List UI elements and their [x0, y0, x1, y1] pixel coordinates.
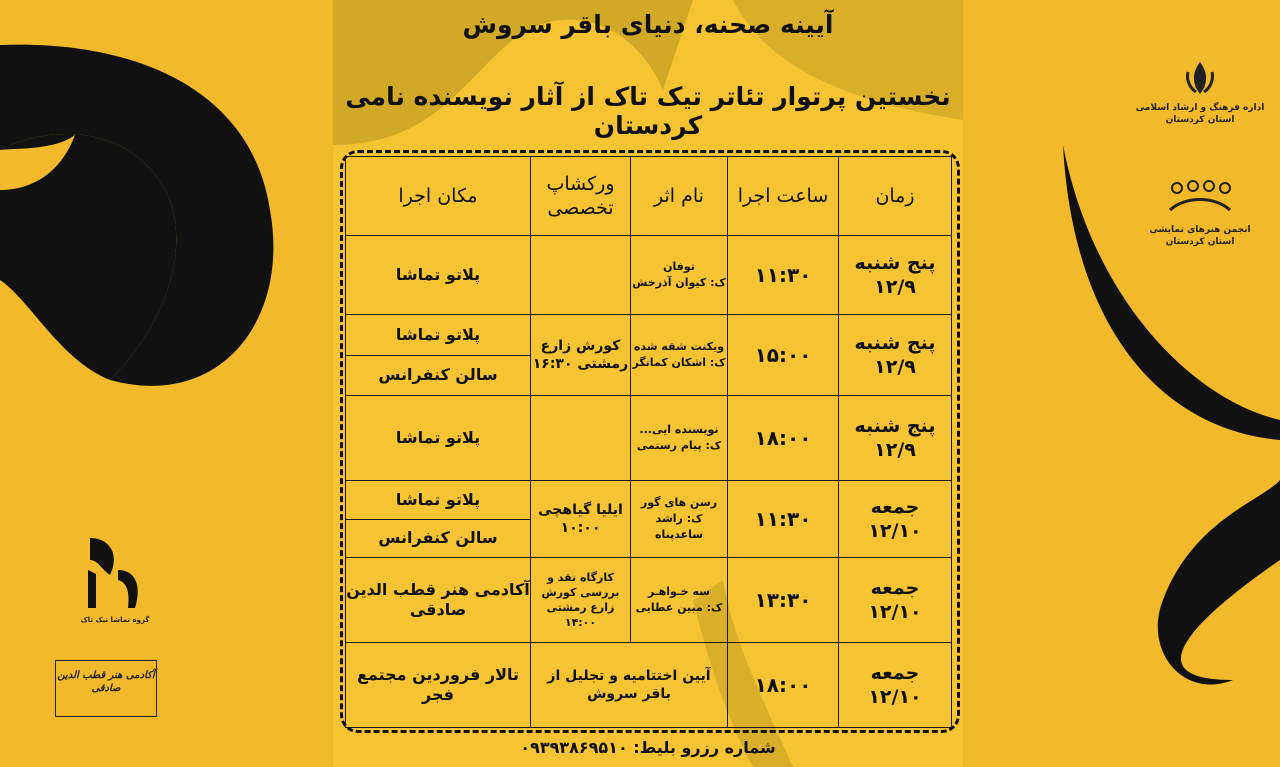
tiktak-logo-icon: [80, 530, 150, 610]
venue-cell: سالن کنفرانس: [346, 355, 531, 396]
venue-cell: پلاتو تماشا: [346, 236, 531, 315]
poster-title: آیینه صحنه، دنیای باقر سروش: [462, 10, 834, 39]
day-label: جمعه: [870, 496, 920, 518]
venue-cell: سالن کنفرانس: [346, 519, 531, 558]
association-icon: [1165, 180, 1235, 220]
ministry-logo-text: اداره فرهنگ و ارشاد اسلامی استان کردستان: [1135, 103, 1265, 125]
venue-cell: آکادمی هنر قطب الدین صادقی: [346, 558, 531, 643]
venue-cell: تالار فروردین مجتمع فجر: [346, 643, 531, 728]
work-author: ک: مبین عطایی: [635, 601, 723, 614]
day-label: پنج شنبه: [854, 252, 936, 274]
work-cell: [631, 558, 728, 643]
table-row: [346, 558, 952, 643]
memorial-logo-text: آکادمی هنر قطب الدین صادقی: [57, 670, 155, 694]
work-cell: [631, 396, 728, 481]
workshop-cell: کورش زارع رمشتی ۱۶:۳۰: [531, 315, 631, 396]
table-row: [346, 315, 952, 356]
workshop-cell: ایلیا گیاهچی ۱۰:۰۰: [531, 481, 631, 558]
time-cell: ۱۱:۳۰: [728, 481, 839, 558]
header-date: زمان: [839, 157, 952, 236]
header-work: نام اثر: [631, 157, 728, 236]
association-logo: [1140, 180, 1260, 248]
table-row: [346, 236, 952, 315]
day-label: جمعه: [870, 662, 920, 684]
emblem-icon: [1180, 58, 1220, 98]
work-author: ک: راشد ساعدپناه: [654, 512, 704, 541]
table-row: [346, 396, 952, 481]
workshop-cell: کارگاه نقد و بررسی کورش زارع رمشتی ۱۴:۰۰: [531, 558, 631, 643]
table-row: [346, 643, 952, 728]
date-label: ۱۲/۹: [874, 276, 916, 298]
date-label: ۱۲/۱۰: [868, 686, 922, 708]
schedule-table: [345, 156, 952, 728]
header-venue: مکان اجرا: [346, 157, 531, 236]
venue-cell: پلاتو تماشا: [346, 315, 531, 356]
time-cell: ۱۵:۰۰: [728, 315, 839, 396]
memorial-logo: [55, 660, 157, 717]
date-label: ۱۲/۹: [874, 439, 916, 461]
table-header-row: [346, 157, 952, 236]
work-cell: [631, 481, 728, 558]
work-cell: [631, 236, 728, 315]
closing-ceremony-cell: آیین اختتامیه و تجلیل از باقر سروش: [531, 643, 728, 728]
day-label: پنج شنبه: [854, 332, 936, 354]
date-cell: [839, 643, 952, 728]
time-cell: ۱۸:۰۰: [728, 396, 839, 481]
left-calligraphy-shape: [0, 0, 333, 767]
date-cell: [839, 396, 952, 481]
group-logo: [70, 530, 160, 626]
work-title: سه خـواهـر: [648, 585, 710, 598]
work-author: ک: کیوان آذرخش: [632, 276, 726, 289]
day-label: پنج شنبه: [854, 415, 936, 437]
workshop-cell: [531, 236, 631, 315]
poster-subtitle: نخستین پرتوار تئاتر تیک تاک از آثار نویسنده نامی کردستان: [345, 82, 951, 140]
work-title: ویکنت شقه شده: [633, 340, 725, 353]
group-logo-text: گروه تماشا تیک تاک: [80, 616, 150, 624]
workshop-cell: [531, 396, 631, 481]
date-cell: [839, 315, 952, 396]
header-workshop: ورکشاپ تخصصی: [531, 157, 631, 236]
venue-cell: پلاتو تماشا: [346, 396, 531, 481]
work-title: نویسنده ایی...: [639, 423, 719, 436]
date-label: ۱۲/۹: [874, 356, 916, 378]
date-cell: [839, 558, 952, 643]
date-label: ۱۲/۱۰: [868, 601, 922, 623]
association-logo-text: انجمن هنرهای نمایشی استان کردستان: [1149, 225, 1251, 247]
ticket-phone: شماره رزرو بلیط: ۰۹۳۹۳۸۶۹۵۱۰: [520, 738, 776, 757]
work-title: توفان: [663, 260, 695, 273]
date-cell: [839, 481, 952, 558]
date-label: ۱۲/۱۰: [868, 520, 922, 542]
work-author: ک: اشکان کمانگر: [632, 356, 726, 369]
header-time: ساعت اجرا: [728, 157, 839, 236]
ministry-logo: [1135, 58, 1265, 126]
time-cell: ۱۱:۳۰: [728, 236, 839, 315]
day-label: جمعه: [870, 577, 920, 599]
venue-cell: پلاتو تماشا: [346, 481, 531, 520]
work-title: رسن های گور: [640, 496, 718, 509]
date-cell: [839, 236, 952, 315]
table-row: [346, 481, 952, 520]
time-cell: ۱۳:۳۰: [728, 558, 839, 643]
work-author: ک: پیام رستمی: [636, 439, 722, 452]
work-cell: [631, 315, 728, 396]
time-cell: ۱۸:۰۰: [728, 643, 839, 728]
